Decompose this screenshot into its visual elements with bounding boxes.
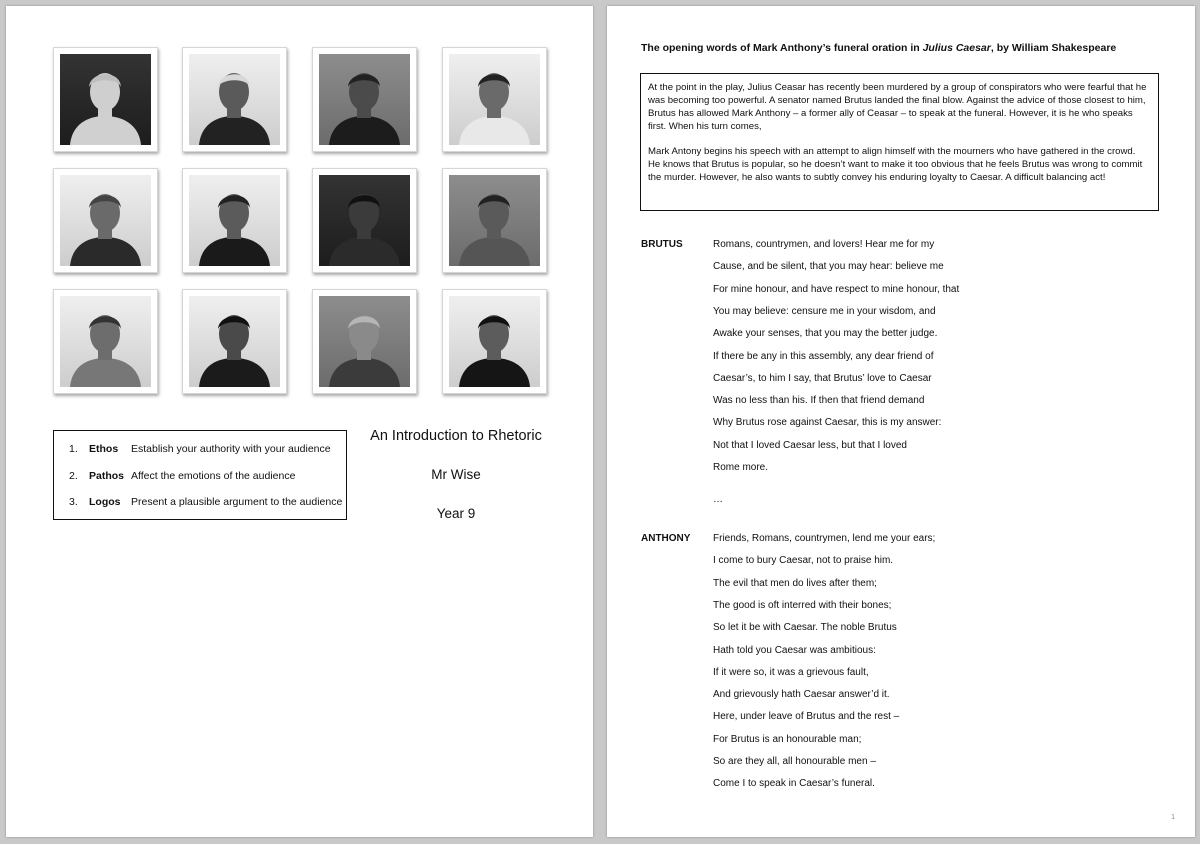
portrait-card <box>182 289 287 394</box>
rhetoric-term: Ethos <box>89 443 119 455</box>
person-portrait-icon <box>449 54 540 145</box>
person-portrait-icon <box>319 296 410 387</box>
context-box <box>640 73 1159 211</box>
verse-line: If there be any in this assembly, any dear friend of <box>713 350 934 362</box>
speech-ellipsis: … <box>713 494 723 505</box>
person-portrait-icon <box>449 296 540 387</box>
speech-heading <box>641 42 1116 54</box>
portrait-card <box>442 289 547 394</box>
document-title: An Introduction to Rhetoric <box>370 428 542 444</box>
verse-line: Cause, and be silent, that you may hear: believe me <box>713 261 944 273</box>
verse-line: Come I to speak in Caesar’s funeral. <box>713 778 875 790</box>
verse-line: Caesar’s, to him I say, that Brutus’ love to Caesar <box>713 372 932 384</box>
document-page-right <box>607 6 1195 837</box>
verse-line: Not that I loved Caesar less, but that I loved <box>713 439 907 451</box>
document-author: Mr Wise <box>431 467 481 482</box>
person-portrait-icon <box>189 54 280 145</box>
portrait-card <box>312 289 417 394</box>
list-number: 3. <box>69 496 78 508</box>
portrait-card <box>53 47 158 152</box>
rhetoric-description: Establish your authority with your audience <box>131 443 331 455</box>
rhetoric-description: Affect the emotions of the audience <box>131 470 296 482</box>
portrait-card <box>312 47 417 152</box>
rhetoric-term: Pathos <box>89 470 125 482</box>
portrait-card <box>182 168 287 273</box>
verse-line: Romans, countrymen, and lovers! Hear me for my <box>713 239 935 250</box>
speaker-brutus: BRUTUS <box>641 239 683 250</box>
verse-line: And grievously hath Caesar answer’d it. <box>713 689 890 701</box>
rhetoric-item <box>69 496 342 508</box>
rhetoric-item <box>69 470 295 482</box>
person-portrait-icon <box>60 296 151 387</box>
verse-line: The evil that men do lives after them; <box>713 577 877 589</box>
verse-line: You may believe: censure me in your wisdom, and <box>713 305 936 317</box>
person-portrait-icon <box>189 175 280 266</box>
verse-line: The good is oft interred with their bones; <box>713 599 892 611</box>
list-number: 1. <box>69 443 78 455</box>
person-portrait-icon <box>319 175 410 266</box>
verse-line: Was no less than his. If then that friend demand <box>713 395 925 407</box>
rhetoric-term: Logos <box>89 496 121 508</box>
bust-statue-icon <box>60 54 151 145</box>
portrait-card <box>442 168 547 273</box>
person-portrait-icon <box>189 296 280 387</box>
portrait-card <box>53 168 158 273</box>
verse-line: If it were so, it was a grievous fault, <box>713 666 869 678</box>
context-paragraph: Mark Antony begins his speech with an attempt to align himself with the mourners who have gathered in the crowd. He knows that Brutus is popular, so he doesn’t want to make it too obvious that he feels Brutus was wrong to commit the murder. However, he also wants to subtly convey his enduring loyalty to Caesar. A difficult balancing act! <box>648 146 1143 183</box>
verse-line: Awake your senses, that you may the better judge. <box>713 328 938 340</box>
heading-play-title: Julius Caesar <box>922 42 991 54</box>
verse-line: Friends, Romans, countrymen, lend me your ears; <box>713 533 936 544</box>
verse-line: Here, under leave of Brutus and the rest – <box>713 711 900 723</box>
portrait-card <box>442 47 547 152</box>
person-portrait-icon <box>319 54 410 145</box>
verse-line: I come to bury Caesar, not to praise him. <box>713 555 894 567</box>
verse-line: For Brutus is an honourable man; <box>713 733 862 745</box>
portrait-card <box>53 289 158 394</box>
list-number: 2. <box>69 470 78 482</box>
portrait-card <box>182 47 287 152</box>
verse-line: Why Brutus rose against Caesar, this is my answer: <box>713 417 942 429</box>
verse-line: So are they all, all honourable men – <box>713 756 876 767</box>
portrait-card <box>312 168 417 273</box>
rhetoric-description: Present a plausible argument to the audience <box>131 496 343 508</box>
rhetoric-item <box>69 443 331 455</box>
verse-line: So let it be with Caesar. The noble Brutus <box>713 622 897 634</box>
heading-text-author: , by William Shakespeare <box>990 42 1117 54</box>
context-paragraph: At the point in the play, Julius Ceasar has recently been murdered by a group of conspirators who were fearful that he was becoming too powerful. A senator named Brutus landed the final blow. Against the advice of those closest to him, Brutus has allowed Mark Anthony – a former ally of Ceasar – to speak at the funeral. However, it is he who speaks first. When his turn comes, <box>648 82 1147 132</box>
verse-line: Hath told you Caesar was ambitious: <box>713 644 876 656</box>
document-page-left <box>6 6 593 837</box>
speaker-anthony: ANTHONY <box>641 533 691 544</box>
document-year: Year 9 <box>436 506 476 521</box>
rhetoric-list-box <box>53 430 347 520</box>
verse-line: For mine honour, and have respect to mine honour, that <box>713 283 960 295</box>
person-portrait-icon <box>449 175 540 266</box>
person-portrait-icon <box>60 175 151 266</box>
heading-text: The opening words of Mark Anthony’s funeral oration in <box>641 42 923 54</box>
page-number: 1 <box>1171 814 1175 821</box>
verse-line: Rome more. <box>713 462 769 473</box>
